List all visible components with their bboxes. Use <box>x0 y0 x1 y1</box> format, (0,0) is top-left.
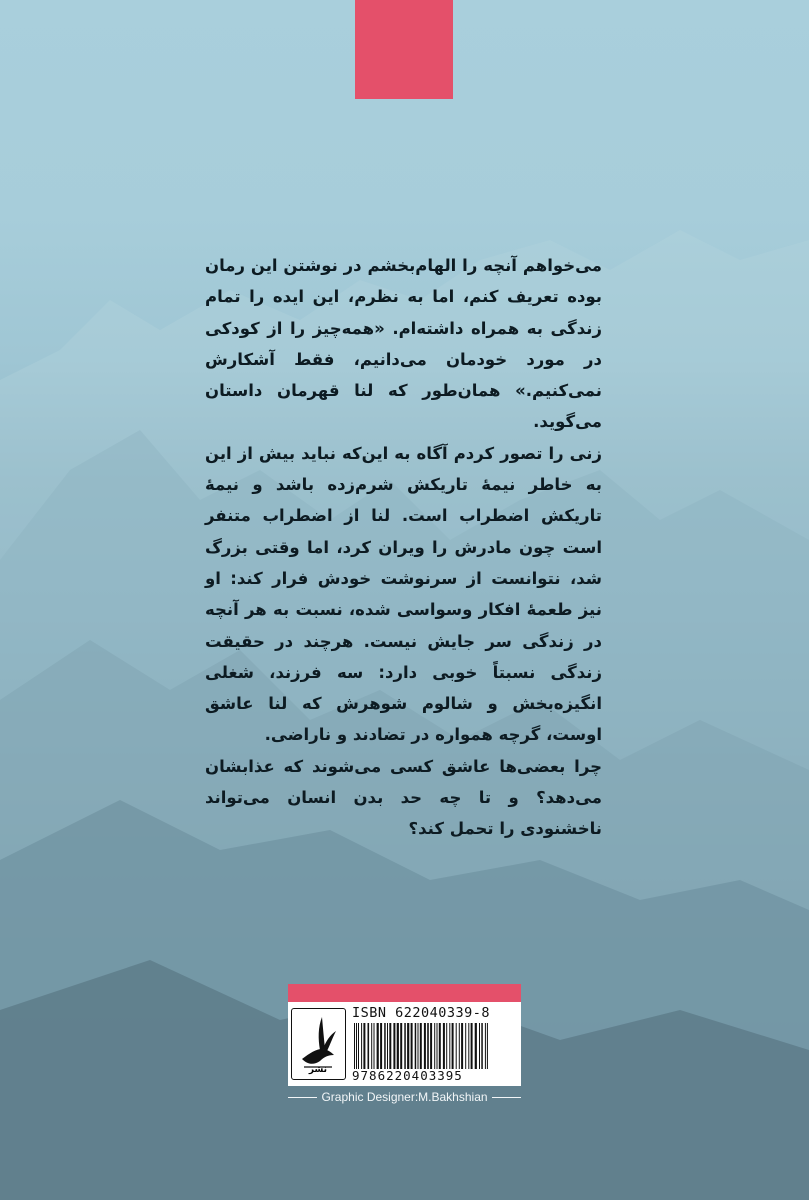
barcode-bar <box>387 1023 388 1069</box>
publisher-logo-text: نشر <box>308 1065 328 1075</box>
barcode-bar <box>371 1023 372 1069</box>
barcode-digits: 9786220403395 <box>352 1068 463 1083</box>
credit-rule-left <box>288 1097 317 1098</box>
barcode-bar <box>374 1023 375 1069</box>
barcode-bar <box>449 1023 450 1069</box>
barcode-bar <box>420 1023 422 1069</box>
barcode-bar <box>363 1023 365 1069</box>
barcode-bar <box>446 1023 447 1069</box>
barcode-bar <box>439 1023 441 1069</box>
barcode-bar <box>434 1023 435 1069</box>
barcode-bar <box>377 1023 379 1069</box>
isbn-label: ISBN 622040339-8 <box>352 1005 491 1021</box>
accent-tab <box>355 0 453 99</box>
barcode-bar <box>407 1023 409 1069</box>
barcode-bar <box>479 1023 480 1069</box>
barcode-bar <box>404 1023 406 1069</box>
back-cover-blurb <box>205 250 602 845</box>
barcode-bar <box>356 1023 357 1069</box>
blurb-paragraph-3: چرا بعضی‌ها عاشق کسی می‌شوند که عذابشان می‌دهد؟ و تا چه حد بدن انسان می‌تواند ناخشنودی را تحمل کند؟ <box>205 756 602 839</box>
blurb-paragraph-1: می‌خواهم آنچه را الهام‌بخشم در نوشتن این رمان بوده تعریف کنم، اما به نظرم، این ایده را تمام زندگی به همراه داشته‌ام. «همه‌چیز را از کودکی در مورد خودمان می‌دانیم، فقط آشکارش نمی‌کنیم.» همان‌طور که لنا قهرمان داستان می‌گوید. <box>205 256 602 432</box>
isbn-panel-accent <box>288 984 521 1002</box>
barcode-bar <box>393 1023 395 1069</box>
barcode-bar <box>471 1023 473 1069</box>
credit-rule-right <box>492 1097 521 1098</box>
publisher-logo <box>291 1008 346 1080</box>
barcode-bar <box>443 1023 445 1069</box>
barcode-bar <box>461 1023 463 1069</box>
barcode-bar <box>485 1023 486 1069</box>
barcode-bar <box>354 1023 355 1069</box>
barcode-bar <box>397 1023 399 1069</box>
barcode-bar <box>384 1023 386 1069</box>
barcode-bar <box>389 1023 391 1069</box>
designer-credit-text: Graphic Designer:M.Bakhshian <box>321 1090 488 1104</box>
barcode-bar <box>368 1023 370 1069</box>
barcode-bar <box>468 1023 469 1069</box>
barcode-bar <box>424 1023 426 1069</box>
barcode-bar <box>459 1023 460 1069</box>
barcode-bar <box>475 1023 477 1069</box>
isbn-panel <box>288 984 521 1086</box>
barcode-bar <box>481 1023 483 1069</box>
barcode-bar <box>400 1023 402 1069</box>
barcode-bar <box>361 1023 362 1069</box>
barcode-bar <box>487 1023 488 1069</box>
barcode-bar <box>427 1023 429 1069</box>
barcode-bar <box>380 1023 382 1069</box>
barcode-bar <box>411 1023 413 1069</box>
barcode-bar <box>418 1023 419 1069</box>
barcode-bar <box>456 1023 457 1069</box>
barcode-bar <box>415 1023 417 1069</box>
barcode-bar <box>358 1023 359 1069</box>
blurb-paragraph-2: زنی را تصور کردم آگاه به این‌که نباید بیش از این به خاطر نیمهٔ تاریکش شرم‌زده باشد و نیمهٔ تاریکش اضطراب است. لنا از اضطراب متنفر است چون مادرش را ویران کرد، اما وقتی بزرگ شد، نتوانست از سرنوشت خودش فرار کند: او نیز طعمهٔ افکار وسواسی شده، نسبت به هر آنچه در زندگی سر جایش نیست. هرچند در حقیقت زندگی نسبتاً خوبی دارد: سه فرزند، شغلی انگیزه‌بخش و شالوم شوهرش که لنا عاشق اوست، گرچه همواره در تضادند و ناراضی. <box>205 443 602 745</box>
designer-credit <box>288 1090 521 1104</box>
barcode-bar <box>430 1023 432 1069</box>
barcode-bar <box>465 1023 466 1069</box>
barcode-bar <box>437 1023 438 1069</box>
barcode <box>352 1023 516 1069</box>
barcode-bar <box>452 1023 454 1069</box>
